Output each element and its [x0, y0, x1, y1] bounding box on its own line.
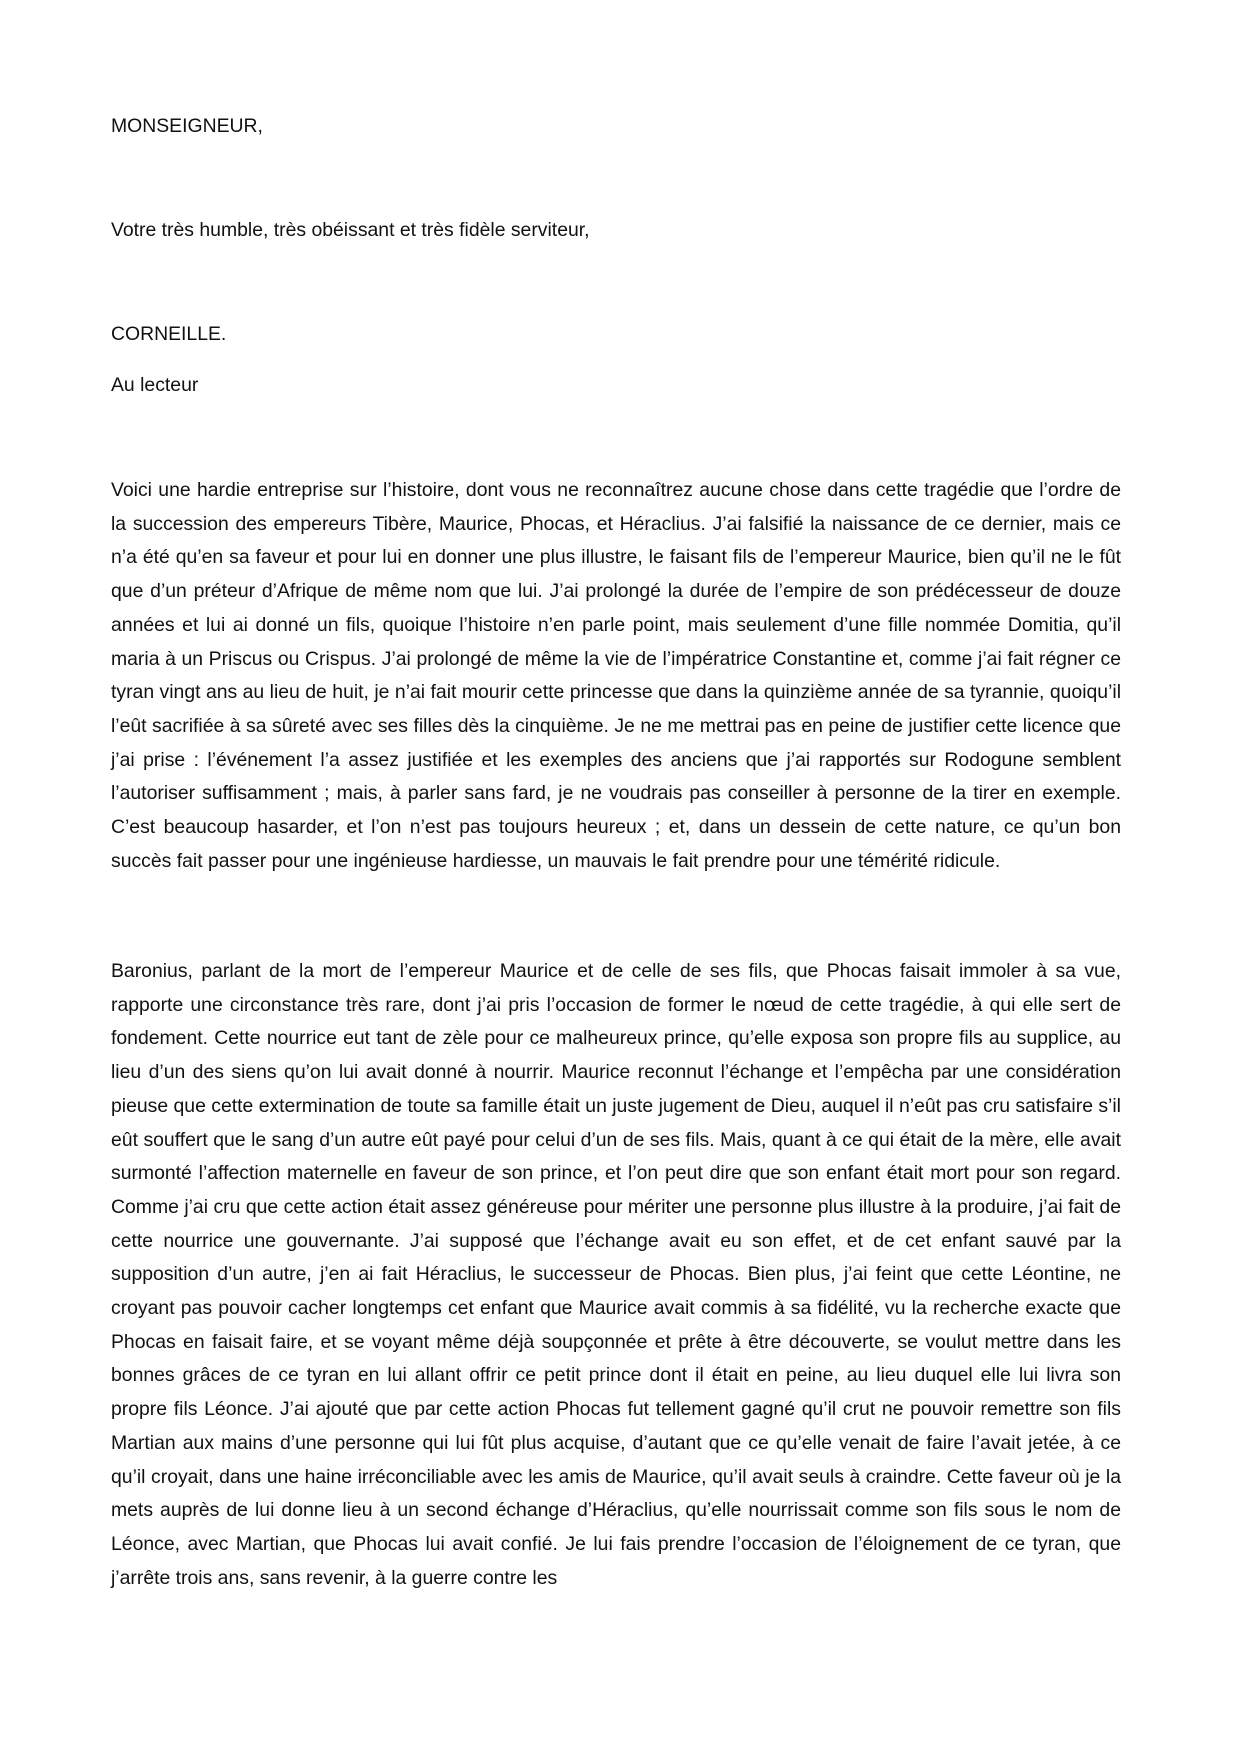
preface-paragraph-1: Voici une hardie entreprise sur l’histoire, dont vous ne reconnaîtrez aucune chose dans cette tragédie que l’ordre de la succession des empereurs Tibère, Maurice, Phocas, et Héraclius. J’ai falsifié la naissance de ce dernier, mais ce n’a été qu’en sa faveur et pour lui en donner une plus illustre, le faisant fils de l’empereur Maurice, bien qu’il ne le fût que d’un préteur d’Afrique de même nom que lui. J’ai prolongé la durée de l’empire de son prédécesseur de douze années et lui ai donné un fils, quoique l’histoire n’en parle point, mais seulement d’une fille nommée Domitia, qu’il maria à un Priscus ou Crispus. J’ai prolongé de même la vie de l’impératrice Constantine et, comme j’ai fait régner ce tyran vingt ans au lieu de huit, je n’ai fait mourir cette princesse que dans la quinzième année de sa tyrannie, quoiqu’il l’eût sacrifiée à sa sûreté avec ses filles dès la cinquième. Je ne me mettrai pas en peine de justifier cette licence que j’ai prise : l’événement l’a assez justifiée et les exemples des anciens que j’ai rapportés sur Rodogune semblent l’autoriser suffisamment ; mais, à parler sans fard, je ne voudrais pas conseiller à personne de la tirer en exemple. C’est beaucoup hasarder, et l’on n’est pas toujours heureux ; et, dans un dessein de cette nature, ce qu’un bon succès fait passer pour une ingénieuse hardiesse, un mauvais le fait prendre pour une témérité ridicule.: [111, 479, 1121, 872]
salutation: MONSEIGNEUR,: [111, 115, 263, 137]
signature: CORNEILLE.: [111, 323, 227, 345]
section-title: Au lecteur: [111, 374, 199, 396]
document-page: [111, 0, 1121, 1755]
preface-paragraph-2: Baronius, parlant de la mort de l’empereur Maurice et de celle de ses fils, que Phocas faisait immoler à sa vue, rapporte une circonstance très rare, dont j’ai pris l’occasion de former le nœud de cette tragédie, à qui elle sert de fondement. Cette nourrice eut tant de zèle pour ce malheureux prince, qu’elle exposa son propre fils au supplice, au lieu d’un des siens qu’on lui avait donné à nourrir. Maurice reconnut l’échange et l’empêcha par une considération pieuse que cette extermination de toute sa famille était un juste jugement de Dieu, auquel il n’eût pas cru satisfaire s’il eût souffert que le sang d’un autre eût payé pour celui d’un de ses fils. Mais, quant à ce qui était de la mère, elle avait surmonté l’affection maternelle en faveur de son prince, et l’on peut dire que son enfant était mort pour son regard. Comme j’ai cru que cette action était assez généreuse pour mériter une personne plus illustre à la produire, j’ai fait de cette nourrice une gouvernante. J’ai supposé que l’échange avait eu son effet, et de cet enfant sauvé par la supposition d’un autre, j’en ai fait Héraclius, le successeur de Phocas. Bien plus, j’ai feint que cette Léontine, ne croyant pas pouvoir cacher longtemps cet enfant que Maurice avait commis à sa fidélité, vu la recherche exacte que Phocas en faisait faire, et se voyant même déjà soupçonnée et prête à être découverte, se voulut mettre dans les bonnes grâces de ce tyran en lui allant offrir ce petit prince dont il était en peine, au lieu duquel elle lui livra son propre fils Léonce. J’ai ajouté que par cette action Phocas fut tellement gagné qu’il crut ne pouvoir remettre son fils Martian aux mains d’une personne qui lui fût plus acquise, d’autant que ce qu’elle venait de faire l’avait jetée, à ce qu’il croyait, dans une haine irréconciliable avec les amis de Maurice, qu’il avait seuls à craindre. Cette faveur où je la mets auprès de lui donne lieu à un second échange d’Héraclius, qu’elle nourrissait comme son fils sous le nom de Léonce, avec Martian, que Phocas lui avait confié. Je lui fais prendre l’occasion de l’éloignement de ce tyran, que j’arrête trois ans, sans revenir, à la guerre contre les: [111, 960, 1121, 1589]
closing-formula: Votre très humble, très obéissant et très fidèle serviteur,: [111, 219, 590, 241]
